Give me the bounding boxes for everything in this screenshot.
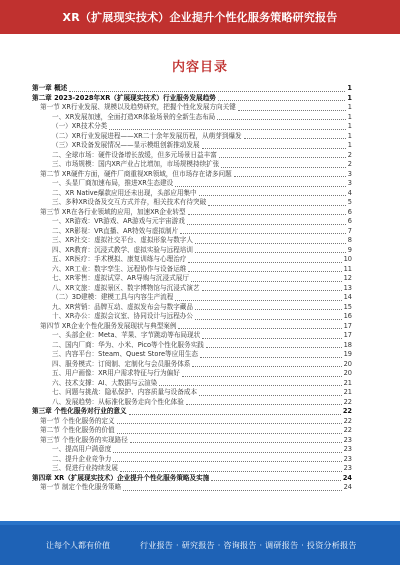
toc-entry-page: 22	[343, 397, 352, 406]
toc-entry[interactable]	[32, 388, 352, 398]
toc-entry-page: 23	[343, 464, 352, 472]
toc-entry-page: 21	[343, 388, 352, 396]
toc-entry[interactable]	[32, 445, 352, 455]
toc-entry[interactable]	[32, 341, 352, 351]
toc-entry-page: 22	[343, 426, 352, 434]
dot-leader	[191, 281, 342, 282]
dot-leader	[195, 309, 342, 310]
toc-entry-label: 一、提高用户满意度	[52, 445, 112, 453]
dot-leader	[175, 300, 341, 301]
dot-leader	[202, 148, 346, 149]
toc-entry[interactable]	[32, 322, 352, 332]
toc-entry-label: 第二节 个性化服务的价值	[40, 426, 115, 434]
toc-entry-page: 10	[343, 255, 352, 263]
toc-entry[interactable]	[32, 312, 352, 322]
dot-leader	[187, 224, 346, 225]
dot-leader	[192, 366, 341, 367]
toc-entry-page: 1	[347, 131, 352, 140]
toc-entry-label: 第一节 制定个性化服务策略	[40, 483, 122, 491]
toc-entry[interactable]	[32, 379, 352, 389]
toc-entry-label: 三、XR社交：虚拟社交平台、虚拟形象与数字人	[52, 236, 193, 244]
dot-leader	[130, 442, 342, 443]
dot-leader	[199, 195, 346, 196]
dot-leader	[120, 471, 342, 472]
toc-entry-label: 二、全球市场：硬件设备增长放缓，但多元场景日益丰富	[52, 150, 217, 159]
dot-leader	[195, 252, 346, 253]
dot-leader	[113, 452, 341, 453]
toc-entry-label: 一、头显厂商加速布局，推进XR生态建设	[52, 179, 174, 187]
toc-entry-label: （二）XR行业发展进程——XR二十余年发展历程，从萌芽到爆发	[52, 131, 242, 140]
dot-leader	[117, 423, 342, 424]
dot-leader	[218, 100, 346, 101]
toc-entry-page: 22	[343, 416, 352, 425]
toc-entry-page: 6	[347, 217, 352, 225]
toc-entry[interactable]	[32, 464, 352, 474]
dot-leader	[159, 385, 341, 386]
toc-entry[interactable]	[32, 265, 352, 275]
dot-leader	[202, 290, 342, 291]
toc-entry-label: 第三章 个性化服务对行业的意义	[32, 407, 127, 415]
dot-leader	[188, 262, 341, 263]
toc-entry[interactable]	[32, 84, 352, 94]
dot-leader	[178, 328, 341, 329]
dot-leader	[117, 433, 342, 434]
toc-entry-page: 20	[343, 369, 352, 377]
toc-entry[interactable]	[32, 132, 352, 142]
toc-entry[interactable]	[32, 474, 352, 484]
toc-entry-label: 五、用户画像：XR用户需求特征与行为偏好	[52, 369, 180, 377]
toc-entry-label: 第四节 XR企业个性化服务发展现状与典型案例	[40, 321, 177, 330]
toc-entry-label: 四、服务模式：订阅制、定制化与会员服务体系	[52, 359, 191, 368]
toc-entry[interactable]	[32, 217, 352, 227]
toc-entry-page: 23	[343, 445, 352, 453]
toc-entry-label: 九、XR营销：品牌互动、虚拟发布会与数字藏品	[52, 302, 193, 311]
toc-entry-label: 第二章 2023-2028年XR（扩展现实技术）行业服务发展趋势	[32, 93, 216, 102]
dot-leader	[200, 357, 342, 358]
footer-bar	[0, 525, 400, 565]
dot-leader	[234, 176, 346, 177]
toc-entry[interactable]	[32, 160, 352, 170]
dot-leader	[238, 110, 346, 111]
dot-leader	[199, 395, 342, 396]
toc-entry-page: 18	[343, 340, 352, 349]
toc-entry-page: 23	[343, 435, 352, 444]
toc-entry[interactable]	[32, 189, 352, 199]
toc-entry[interactable]	[32, 436, 352, 446]
dot-leader	[129, 414, 341, 415]
toc-entry-page: 14	[343, 293, 352, 301]
toc-entry-label: （二）3D建模：建模工具与内容生产流程	[52, 293, 174, 301]
dot-leader	[123, 490, 341, 491]
toc-entry[interactable]	[32, 94, 352, 104]
toc-entry[interactable]	[32, 398, 352, 408]
toc-entry[interactable]	[32, 236, 352, 246]
toc-entry[interactable]	[32, 151, 352, 161]
toc-entry-page: 8	[347, 236, 352, 244]
toc-entry-page: 1	[347, 112, 352, 121]
dot-leader	[188, 271, 341, 272]
toc-entry-label: 六、XR工业：数字孪生、远程协作与设备运维	[52, 264, 187, 273]
toc-entry-page: 3	[347, 179, 352, 187]
toc-entry-label: 八、XR文旅：虚拟景区、数字博物馆与沉浸式演艺	[52, 283, 200, 292]
toc-entry-page: 2	[347, 150, 352, 159]
toc-entry-label: 十、XR办公：虚拟会议室、协同设计与远程办公	[52, 312, 193, 320]
toc-entry-label: 六、技术支撑：AI、大数据与云渲染	[52, 378, 158, 387]
table-of-contents	[32, 84, 352, 493]
dot-leader	[244, 138, 346, 139]
toc-entry-page: 17	[343, 321, 352, 330]
toc-entry[interactable]	[32, 284, 352, 294]
dot-leader	[188, 214, 346, 215]
toc-entry-label: 第一节 XR行业发展、规模以及趋势研究，把握个性化发展方向关键	[40, 103, 236, 111]
toc-entry-label: （一）XR技术分类	[52, 122, 108, 130]
dot-leader	[113, 461, 341, 462]
toc-entry[interactable]	[32, 350, 352, 360]
toc-entry[interactable]	[32, 455, 352, 465]
toc-entry[interactable]	[32, 369, 352, 379]
dot-leader	[221, 167, 345, 168]
toc-entry-page: 12	[343, 274, 352, 282]
dot-leader	[186, 404, 342, 405]
toc-entry-label: 一、XR游戏：VR游戏、AR游戏与元宇宙游戏	[52, 217, 185, 225]
toc-entry-page: 1	[347, 84, 352, 92]
toc-entry[interactable]	[32, 360, 352, 370]
toc-heading: 内容目录	[171, 60, 228, 75]
toc-entry[interactable]	[32, 483, 352, 493]
dot-leader	[217, 119, 346, 120]
toc-entry-page: 1	[347, 103, 352, 111]
toc-entry-page: 7	[347, 226, 352, 235]
toc-entry[interactable]	[32, 255, 352, 265]
toc-entry[interactable]	[32, 103, 352, 113]
toc-entry-label: 五、XR医疗：手术模拟、康复训练与心理治疗	[52, 255, 187, 263]
dot-leader	[195, 319, 342, 320]
toc-entry-label: 第一章 概述	[32, 84, 68, 92]
toc-entry-page: 15	[343, 302, 352, 311]
toc-entry-page: 5	[347, 198, 352, 206]
toc-entry[interactable]	[32, 331, 352, 341]
toc-entry-label: 二、XR Native爆款应用还未出现，头部应用集中	[52, 188, 197, 197]
toc-entry[interactable]	[32, 208, 352, 218]
dot-leader	[180, 233, 346, 234]
dot-leader	[202, 338, 341, 339]
toc-entry[interactable]	[32, 303, 352, 313]
toc-entry-page: 24	[343, 483, 352, 491]
toc-entry-page: 3	[347, 169, 352, 178]
toc-entry[interactable]	[32, 227, 352, 237]
footer-services: 行业报告 · 研究报告 · 咨询报告 · 调研报告 · 投资分析报告	[140, 540, 357, 550]
toc-entry-label: 第二节 XR硬件方面，硬件厂商重视XR领域，但市场存在诸多问题	[40, 169, 232, 178]
toc-entry[interactable]	[32, 293, 352, 303]
toc-entry-page: 13	[343, 283, 352, 292]
toc-entry[interactable]	[32, 246, 352, 256]
toc-entry-page: 23	[343, 454, 352, 463]
dot-leader	[219, 157, 346, 158]
toc-entry-label: 第三节 XR在各行业领域的应用，加速XR企业转型	[40, 207, 186, 216]
toc-entry-label: 八、发展趋势：从标准化服务走向个性化体验	[52, 397, 184, 406]
toc-entry[interactable]	[32, 122, 352, 132]
toc-entry-page: 22	[342, 407, 352, 415]
toc-entry-label: 一、XR发展加速，全面打造XR体验场景的全新生态布局	[52, 112, 216, 121]
dot-leader	[69, 91, 345, 92]
dot-leader	[109, 129, 346, 130]
dot-leader	[182, 376, 342, 377]
toc-entry-page: 19	[343, 350, 352, 358]
toc-entry-label: 二、XR影视：VR直播、AR特效与虚拟制片	[52, 226, 179, 235]
toc-entry[interactable]	[32, 113, 352, 123]
toc-entry-label: 第一节 个性化服务的定义	[40, 416, 115, 425]
toc-entry[interactable]	[32, 426, 352, 436]
toc-entry-label: 二、国内厂商：华为、小米、Pico等个性化服务实践	[52, 340, 204, 349]
toc-entry-page: 16	[343, 312, 352, 320]
toc-entry-label: 三、内容平台：Steam、Quest Store等应用生态	[52, 350, 198, 358]
toc-entry-page: 11	[343, 264, 352, 273]
toc-entry-page: 4	[347, 188, 352, 197]
toc-entry-page: 20	[343, 359, 352, 368]
dot-leader	[208, 205, 346, 206]
toc-entry-label: 三、促进行业持续发展	[52, 464, 118, 472]
report-title: XR（扩展现实技术）企业提升个性化服务策略研究报告	[62, 11, 338, 24]
toc-entry-page: 1	[347, 141, 352, 149]
toc-entry[interactable]	[32, 179, 352, 189]
toc-entry-label: 七、问题与挑战：隐私保护、内容质量与设备成本	[52, 388, 198, 396]
toc-entry-label: 第四章 XR（扩展现实技术）企业提升个性化服务策略及实施	[32, 473, 210, 482]
toc-entry-page: 2	[347, 160, 352, 168]
toc-entry-page: 6	[347, 207, 352, 216]
dot-leader	[175, 186, 346, 187]
toc-entry-page: 17	[343, 331, 352, 339]
toc-entry-label: 四、XR教育：沉浸式教学、虚拟实验与远程培训	[52, 245, 193, 254]
toc-entry-label: 第三节 个性化服务的实现路径	[40, 435, 128, 444]
toc-entry[interactable]	[32, 417, 352, 427]
toc-entry[interactable]	[32, 407, 352, 417]
dot-leader	[195, 243, 346, 244]
toc-entry-page: 1	[347, 93, 352, 102]
toc-entry-label: 三、市场规模：国内XR产业占比增加，市场规模持续扩张	[52, 160, 220, 168]
toc-entry-page: 24	[342, 473, 352, 482]
toc-entry-label: 一、头部企业：Meta、苹果、字节跳动等布局现状	[52, 331, 201, 339]
footer-slogan: 让每个人都有价值	[46, 540, 110, 550]
toc-entry-label: 二、提升企业竞争力	[52, 454, 112, 463]
dot-leader	[206, 347, 342, 348]
toc-entry-page: 21	[343, 378, 352, 387]
toc-entry-label: （三）XR设备发展情况——显示模组创新推动发展	[52, 141, 200, 149]
toc-entry[interactable]	[32, 274, 352, 284]
toc-entry[interactable]	[32, 170, 352, 180]
toc-entry-label: 三、多种XR设备及交互方式并存，相关技术有待突破	[52, 198, 207, 206]
toc-entry[interactable]	[32, 141, 352, 151]
toc-entry-page: 9	[347, 245, 352, 254]
toc-entry[interactable]	[32, 198, 352, 208]
toc-entry-label: 七、XR零售：虚拟试穿、AR导购与沉浸式展厅	[52, 274, 189, 282]
header-bar	[0, 0, 400, 34]
toc-entry-page: 1	[347, 122, 352, 130]
dot-leader	[211, 480, 341, 481]
